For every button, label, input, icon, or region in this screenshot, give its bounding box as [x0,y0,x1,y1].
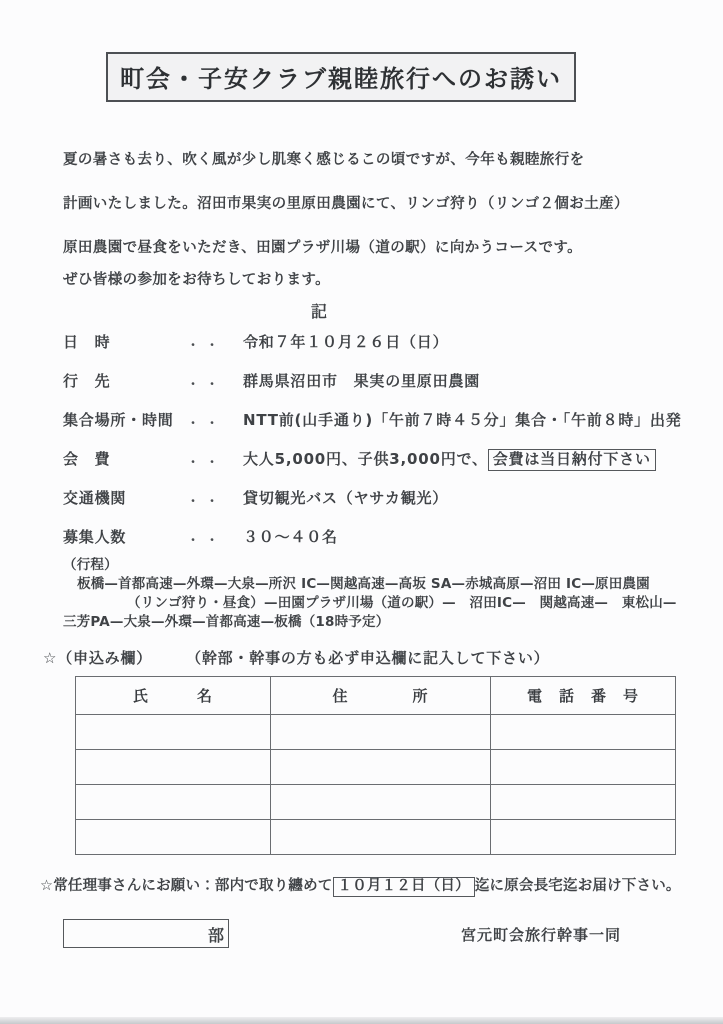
detail-dots: ・・ [187,533,226,547]
itinerary-line-1: 板橋—首都高速—外環—大泉—所沢 IC—関越高速—高坂 SA—赤城高原—沼田 IC—原田農園 [77,576,650,592]
footer-deadline-note [40,875,679,897]
table-blank-cell [76,785,271,820]
footer-note-post: 迄に原会長宅迄お届け下さい。 [474,878,681,894]
detail-dots: ・・ [187,416,226,430]
intro-line-2: 計画いたしました。沼田市果実の里原田農園にて、リンゴ狩り（リンゴ２個お土産） [63,196,629,212]
detail-row-destination [63,371,679,394]
itinerary-line-3: 三芳PA—大泉—外環—首都高速—板橋（18時予定） [63,614,390,630]
details-list [63,332,682,550]
itinerary-section [63,556,679,632]
table-blank-cell [271,785,491,820]
deadline-date-boxed: １０月１２日（日） [333,877,475,897]
table-blank-cell [491,715,676,750]
table-blank-cell [491,750,676,785]
detail-label: 行 先 [63,372,111,390]
table-blank-row [76,750,676,785]
detail-label: 募集人数 [63,528,127,546]
detail-label: 交通機関 [63,489,127,507]
footer-note-pre: ☆常任理事さんにお願い：部内で取り纏めて [40,878,333,894]
detail-label: 会 費 [63,450,111,468]
detail-row-fee [63,449,679,472]
intro-line-3: 原田農園で昼食をいただき、田園プラザ川場（道の駅）に向かうコースです。 [63,240,583,256]
fee-payment-boxed-note: 会費は当日納付下さい [488,449,656,471]
application-table [75,676,676,855]
ki-marker: 記 [310,302,327,321]
detail-value: 群馬県沼田市 果実の里原田農園 [243,372,481,390]
detail-dots: ・・ [187,455,226,469]
itinerary-line-2: （リンゴ狩り・昼食）—田園プラザ川場（道の駅）— 沼田IC— 関越高速— 東松山— [127,595,677,611]
table-blank-cell [76,820,271,855]
detail-row-transport [63,488,679,511]
scanner-edge-artifact [0,1017,723,1024]
detail-row-meeting [63,410,682,433]
detail-value: 令和７年１０月２６日（日） [243,333,449,351]
application-table-body [76,715,676,855]
itinerary-heading: （行程） [63,557,118,573]
table-blank-cell [271,715,491,750]
table-blank-cell [76,715,271,750]
division-fill-in-box: 部 [63,919,229,948]
table-blank-cell [491,785,676,820]
fee-text: 大人5,000円、子供3,000円で、 [243,450,488,468]
detail-row-capacity [63,527,679,550]
detail-dots: ・・ [187,377,226,391]
bottom-row [63,919,679,948]
application-heading-star: ☆（申込み欄） [43,649,153,667]
table-header-row [76,677,676,715]
detail-value [243,449,679,469]
detail-row-date [63,332,679,355]
detail-value: ３０～４０名 [243,528,338,546]
detail-dots: ・・ [187,494,226,508]
signature: 宮元町会旅行幹事一同 [460,926,621,944]
intro-line-1: 夏の暑さも去り、吹く風が少し肌寒く感じるこの頃ですが、今年も親睦旅行を [63,152,585,168]
application-heading [43,648,679,668]
application-heading-note: （幹部・幹事の方も必ず申込欄に記入して下さい） [186,649,550,667]
detail-dots: ・・ [187,338,226,352]
title-row [63,0,679,102]
table-blank-cell [271,820,491,855]
table-header-address: 住 所 [271,677,491,715]
table-header-name: 氏 名 [76,677,271,715]
table-blank-row [76,715,676,750]
detail-value: 貸切観光バス（ヤサカ観光） [243,489,449,507]
detail-value: NTT前(山手通り)「午前７時４５分」集合・「午前８時」出発 [243,411,682,429]
intro-paragraph [63,150,679,290]
detail-label: 集合場所・時間 [63,411,174,429]
table-blank-row [76,785,676,820]
table-blank-cell [491,820,676,855]
detail-label: 日 時 [63,333,111,351]
table-header-phone: 電 話 番 号 [491,677,676,715]
table-blank-cell [271,750,491,785]
intro-line-4: ぜひ皆様の参加をお待ちしております。 [63,272,331,288]
table-blank-row [76,820,676,855]
table-blank-cell [76,750,271,785]
page-title: 町会・子安クラブ親睦旅行へのお誘い [106,52,576,102]
